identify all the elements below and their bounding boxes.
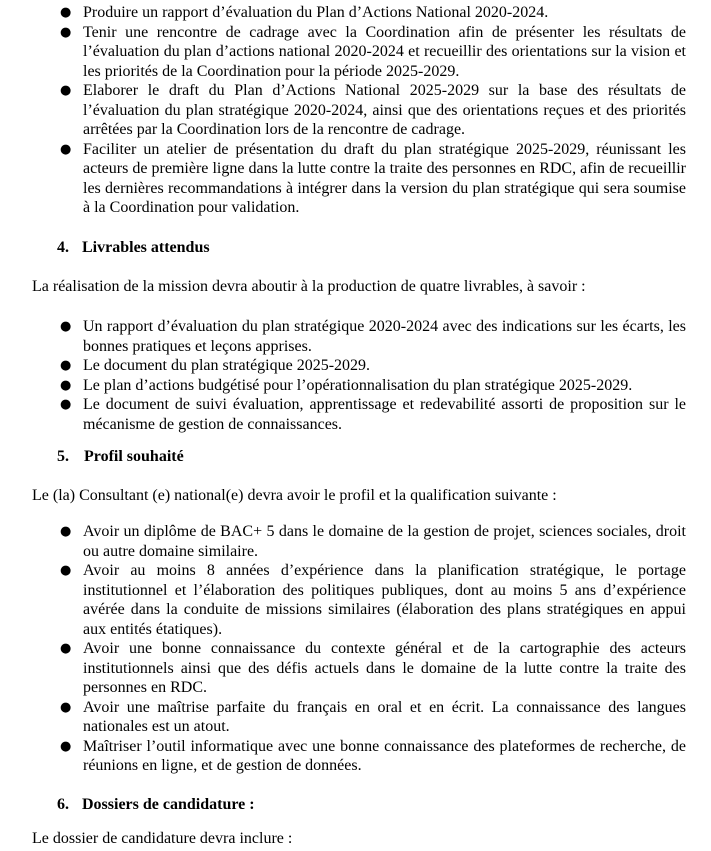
deliverables-list bbox=[60, 317, 686, 434]
tasks-list bbox=[60, 3, 686, 218]
bullet-icon: ● bbox=[60, 141, 72, 157]
list-item: ● Tenir une rencontre de cadrage avec la Coordination afin de présenter les résultats de l’évaluation du plan d’actions national 2020-2024 et recueillir des orientations sur la vision et les priorités de la Coordination pour la période 2025-2029. bbox=[60, 23, 686, 80]
list-item: ● Avoir au moins 8 années d’expérience dans la planification stratégique, le portage institutionnel et l’élaboration des politiques publiques, dont au moins 5 ans d’expérience avérée dans la conduite de missions similaires (élaboration des plans stratégiques en appui aux entités étatiques). bbox=[60, 562, 686, 638]
list-item: ● Faciliter un atelier de présentation du draft du plan stratégique 2025-2029, réunissant les acteurs de première ligne dans la lutte contre la traite des personnes en RDC, afin de recueillir les dernières recommandations à intégrer dans la version du plan stratégique qui sera soumise à la Coordination pour validation. bbox=[60, 140, 686, 216]
bullet-icon: ● bbox=[60, 738, 72, 754]
section-5-intro: Le (la) Consultant (e) national(e) devra avoir le profil et la qualification suivante : bbox=[32, 487, 557, 504]
bullet-icon: ● bbox=[60, 5, 72, 20]
bullet-icon: ● bbox=[60, 377, 72, 393]
section-5-heading bbox=[57, 447, 184, 467]
section-title: Profil souhaité bbox=[84, 448, 184, 465]
bullet-icon: ● bbox=[60, 24, 72, 40]
bullet-icon: ● bbox=[60, 699, 72, 715]
list-item: ● Le document du plan stratégique 2025-2029. bbox=[60, 357, 371, 374]
list-item: ● Avoir une bonne connaissance du contexte général et de la cartographie des acteurs institutionnels ainsi que des défis actuels dans le domaine de la lutte contre la traite des personnes en RDC. bbox=[60, 640, 686, 696]
bullet-icon: ● bbox=[60, 358, 72, 373]
list-item: ● Avoir une maîtrise parfaite du français en oral et en écrit. La connaissance des langues nationales est un atout. bbox=[60, 698, 686, 735]
bullet-icon: ● bbox=[60, 397, 72, 412]
list-item: ● Maîtriser l’outil informatique avec une bonne connaissance des plateformes de recherche, de réunions en ligne, et de gestion de données. bbox=[60, 737, 686, 774]
list-item: ● Le document de suivi évaluation, apprentissage et redevabilité assorti de proposition sur le mécanisme de gestion de connaissances. bbox=[60, 396, 686, 433]
section-title: Dossiers de candidature : bbox=[82, 796, 255, 813]
list-item: ● Produire un rapport d’évaluation du Plan d’Actions National 2020-2024. bbox=[60, 4, 549, 21]
profile-list bbox=[60, 522, 686, 776]
section-4-intro: La réalisation de la mission devra aboutir à la production de quatre livrables, à savoir : bbox=[32, 278, 586, 295]
bullet-icon: ● bbox=[60, 319, 72, 334]
section-number: 6. bbox=[57, 796, 69, 813]
section-6-intro: Le dossier de candidature devra inclure : bbox=[32, 830, 293, 847]
list-item: ● Elaborer le draft du Plan d’Actions National 2025-2029 sur la base des résultats de l’évaluation du plan stratégique 2020-2024, ainsi que des orientations reçues et des priorités arrêtées par la Coordination lors de la rencontre de cadrage. bbox=[60, 82, 686, 138]
section-number: 5. bbox=[57, 448, 69, 465]
bullet-icon: ● bbox=[60, 563, 72, 578]
section-6-heading bbox=[57, 795, 255, 815]
list-item: ● Un rapport d’évaluation du plan stratégique 2020-2024 avec des indications sur les écarts, les bonnes pratiques et leçons apprises. bbox=[60, 318, 686, 355]
section-title: Livrables attendus bbox=[82, 239, 210, 256]
list-item: ● Le plan d’actions budgétisé pour l’opérationnalisation du plan stratégique 2025-2029. bbox=[60, 376, 633, 394]
section-number: 4. bbox=[57, 239, 69, 256]
list-item: ● Avoir un diplôme de BAC+ 5 dans le domaine de la gestion de projet, sciences sociales, droit ou autre domaine similaire. bbox=[60, 523, 686, 560]
section-4-heading bbox=[57, 238, 210, 258]
bullet-icon: ● bbox=[60, 641, 72, 656]
bullet-icon: ● bbox=[60, 524, 72, 539]
bullet-icon: ● bbox=[60, 83, 72, 98]
